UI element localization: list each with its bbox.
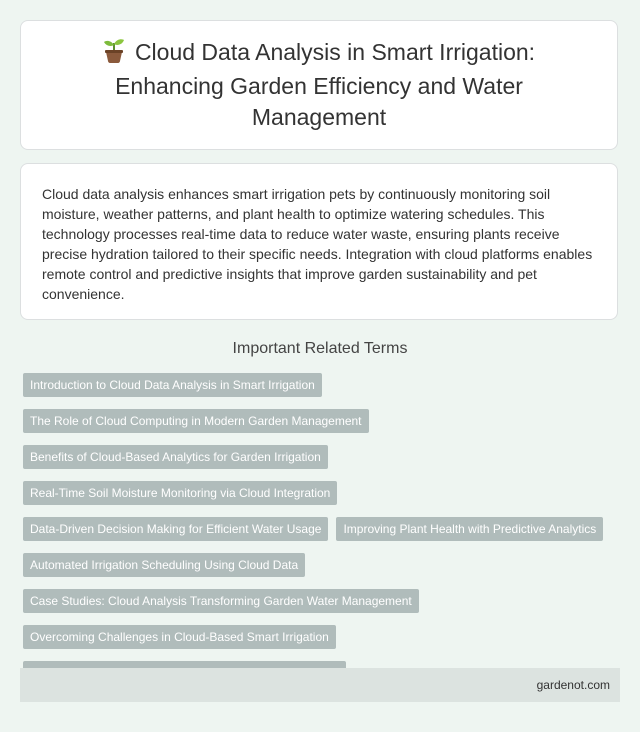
related-term-tag[interactable]: Case Studies: Cloud Analysis Transforming Garden Water Management bbox=[23, 589, 419, 613]
related-term-tag[interactable]: Overcoming Challenges in Cloud-Based Smart Irrigation bbox=[23, 625, 336, 649]
related-terms-list bbox=[23, 373, 613, 685]
related-term-tag[interactable]: Introduction to Cloud Data Analysis in Smart Irrigation bbox=[23, 373, 322, 397]
related-term-tag[interactable]: Benefits of Cloud-Based Analytics for Garden Irrigation bbox=[23, 445, 328, 469]
related-term-tag[interactable]: Data-Driven Decision Making for Efficient Water Usage bbox=[23, 517, 328, 541]
footer bbox=[20, 668, 620, 702]
related-terms-heading: Important Related Terms bbox=[232, 340, 408, 357]
title-card bbox=[20, 20, 618, 150]
related-term-tag[interactable]: Improving Plant Health with Predictive Analytics bbox=[336, 517, 603, 541]
intro-card bbox=[20, 163, 618, 320]
page-title-text: Cloud Data Analysis in Smart Irrigation: Enhancing Garden Efficiency and Water Management bbox=[115, 39, 536, 130]
footer-site-link[interactable]: gardenot.com bbox=[536, 678, 610, 692]
page-title bbox=[61, 37, 577, 133]
intro-text: Cloud data analysis enhances smart irrigation pets by continuously monitoring soil moisture, weather patterns, and plant health to optimize watering schedules. This technology processes real-time data to reduce water waste, ensuring plants receive precise hydration tailored to their specific needs. Integration with cloud platforms enables remote control and predictive insights that improve garden sustainability and pet convenience. bbox=[42, 186, 593, 302]
related-term-tag[interactable]: Automated Irrigation Scheduling Using Cloud Data bbox=[23, 553, 305, 577]
sprout-icon bbox=[103, 37, 125, 71]
related-term-tag[interactable]: Real-Time Soil Moisture Monitoring via Cloud Integration bbox=[23, 481, 337, 505]
related-term-tag[interactable]: The Role of Cloud Computing in Modern Garden Management bbox=[23, 409, 369, 433]
